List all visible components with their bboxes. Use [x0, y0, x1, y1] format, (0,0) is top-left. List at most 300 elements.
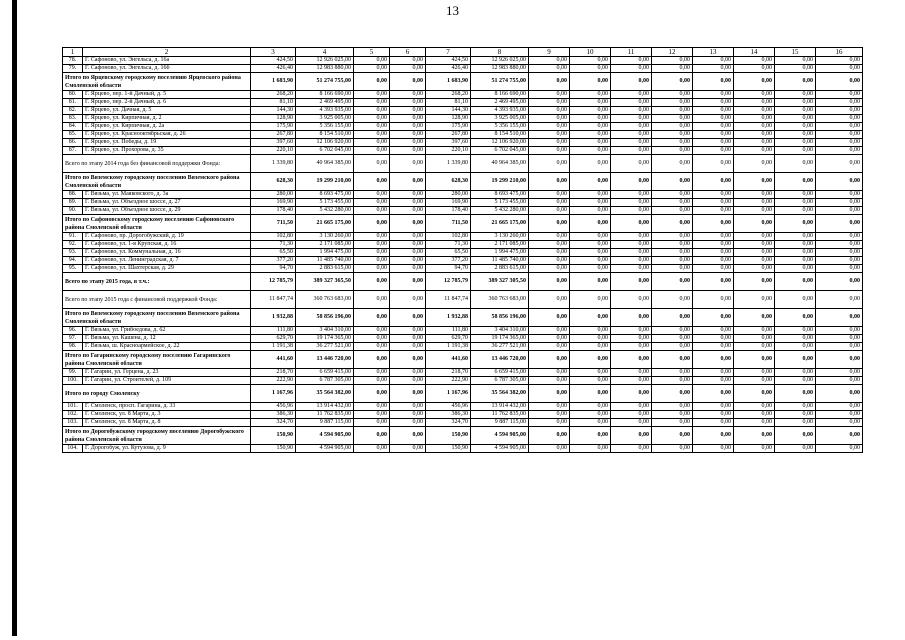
value-cell: 2 883 615,00 — [471, 265, 529, 273]
row-label: Итого по Ярцевскому городскому поселению Ярцевского района Смоленской области — [63, 73, 251, 91]
value-cell: 0,00 — [611, 155, 652, 173]
value-cell: 0,00 — [354, 445, 390, 453]
value-cell: 0,00 — [390, 419, 426, 427]
value-cell: 386,30 — [251, 411, 296, 419]
row-address: Г. Ярцево, ул. Победы, д. 19 — [83, 139, 251, 147]
value-cell: 0,00 — [354, 377, 390, 385]
value-cell: 0,00 — [816, 327, 863, 335]
value-cell: 0,00 — [734, 139, 775, 147]
value-cell: 0,00 — [693, 191, 734, 199]
value-cell: 51 274 755,00 — [471, 73, 529, 91]
value-cell: 0,00 — [693, 369, 734, 377]
value-cell: 0,00 — [734, 377, 775, 385]
value-cell: 169,90 — [251, 199, 296, 207]
value-cell: 0,00 — [734, 273, 775, 291]
value-cell: 0,00 — [611, 73, 652, 91]
value-cell: 0,00 — [775, 199, 816, 207]
value-cell: 0,00 — [734, 191, 775, 199]
subtotal-row — [63, 309, 863, 327]
value-cell: 0,00 — [652, 327, 693, 335]
value-cell: 0,00 — [390, 57, 426, 65]
value-cell: 0,00 — [734, 411, 775, 419]
value-cell: 0,00 — [775, 115, 816, 123]
value-cell: 150,90 — [251, 427, 296, 445]
value-cell: 0,00 — [390, 155, 426, 173]
table-row — [63, 377, 863, 385]
value-cell: 0,00 — [529, 147, 570, 155]
value-cell: 0,00 — [354, 257, 390, 265]
row-number: 99. — [63, 369, 83, 377]
table-row — [63, 91, 863, 99]
value-cell: 71,30 — [251, 241, 296, 249]
value-cell: 1 683,90 — [426, 73, 471, 91]
value-cell: 11 762 835,00 — [471, 411, 529, 419]
value-cell: 0,00 — [775, 291, 816, 309]
value-cell: 0,00 — [390, 191, 426, 199]
value-cell: 0,00 — [816, 91, 863, 99]
row-address: Г. Смоленск, просп. Гагарина, д. 33 — [83, 403, 251, 411]
value-cell: 1 994 475,00 — [471, 249, 529, 257]
value-cell: 0,00 — [529, 327, 570, 335]
value-cell: 4 594 905,00 — [471, 445, 529, 453]
value-cell: 0,00 — [529, 191, 570, 199]
value-cell: 0,00 — [570, 147, 611, 155]
value-cell: 21 665 175,00 — [296, 215, 354, 233]
value-cell: 0,00 — [611, 309, 652, 327]
value-cell: 0,00 — [816, 419, 863, 427]
value-cell: 1 167,96 — [426, 385, 471, 403]
table-row — [63, 233, 863, 241]
value-cell: 0,00 — [816, 343, 863, 351]
value-cell: 0,00 — [390, 249, 426, 257]
row-number: 79. — [63, 65, 83, 73]
value-cell: 0,00 — [816, 57, 863, 65]
row-address: Г. Сафоново, ул. 1-я Крупская, д. 16 — [83, 241, 251, 249]
value-cell: 0,00 — [390, 215, 426, 233]
value-cell: 11 485 740,00 — [471, 257, 529, 265]
value-cell: 267,80 — [251, 131, 296, 139]
value-cell: 0,00 — [390, 115, 426, 123]
value-cell: 2 469 495,00 — [471, 99, 529, 107]
value-cell: 0,00 — [390, 369, 426, 377]
value-cell: 0,00 — [693, 309, 734, 327]
value-cell: 0,00 — [354, 73, 390, 91]
value-cell: 0,00 — [652, 377, 693, 385]
value-cell: 0,00 — [611, 147, 652, 155]
value-cell: 0,00 — [390, 107, 426, 115]
value-cell: 0,00 — [775, 377, 816, 385]
value-cell: 0,00 — [693, 147, 734, 155]
value-cell: 0,00 — [354, 351, 390, 369]
subtotal-row — [63, 73, 863, 91]
value-cell: 0,00 — [775, 335, 816, 343]
row-number: 96. — [63, 327, 83, 335]
value-cell: 0,00 — [775, 309, 816, 327]
value-cell: 0,00 — [611, 207, 652, 215]
value-cell: 1 339,80 — [426, 155, 471, 173]
row-label: Итого по Сафоновскому городскому поселению Сафоновского района Смоленской области — [63, 215, 251, 233]
value-cell: 0,00 — [529, 155, 570, 173]
value-cell: 0,00 — [775, 427, 816, 445]
value-cell: 0,00 — [611, 107, 652, 115]
value-cell: 0,00 — [816, 99, 863, 107]
value-cell: 0,00 — [611, 249, 652, 257]
value-cell: 0,00 — [652, 73, 693, 91]
value-cell: 629,70 — [426, 335, 471, 343]
value-cell: 0,00 — [775, 73, 816, 91]
value-cell: 0,00 — [816, 207, 863, 215]
value-cell: 0,00 — [570, 309, 611, 327]
value-cell: 0,00 — [816, 273, 863, 291]
table-row — [63, 65, 863, 73]
value-cell: 0,00 — [775, 147, 816, 155]
value-cell: 8 166 690,00 — [471, 91, 529, 99]
value-cell: 0,00 — [816, 73, 863, 91]
value-cell: 0,00 — [652, 403, 693, 411]
value-cell: 0,00 — [529, 91, 570, 99]
value-cell: 0,00 — [611, 369, 652, 377]
value-cell: 4 594 905,00 — [471, 427, 529, 445]
value-cell: 218,70 — [426, 369, 471, 377]
value-cell: 0,00 — [693, 403, 734, 411]
value-cell: 0,00 — [611, 99, 652, 107]
value-cell: 0,00 — [354, 327, 390, 335]
value-cell: 178,40 — [426, 207, 471, 215]
value-cell: 1 932,88 — [251, 309, 296, 327]
value-cell: 218,70 — [251, 369, 296, 377]
value-cell: 0,00 — [570, 273, 611, 291]
table-row — [63, 257, 863, 265]
value-cell: 178,40 — [251, 207, 296, 215]
value-cell: 5 432 280,00 — [296, 207, 354, 215]
value-cell: 0,00 — [652, 65, 693, 73]
value-cell: 0,00 — [652, 411, 693, 419]
row-number: 101. — [63, 403, 83, 411]
value-cell: 0,00 — [570, 343, 611, 351]
value-cell: 0,00 — [693, 411, 734, 419]
value-cell: 280,00 — [251, 191, 296, 199]
value-cell: 0,00 — [354, 155, 390, 173]
value-cell: 5 356 155,00 — [296, 123, 354, 131]
value-cell: 397,60 — [426, 139, 471, 147]
value-cell: 0,00 — [816, 65, 863, 73]
value-cell: 0,00 — [611, 419, 652, 427]
value-cell: 0,00 — [354, 419, 390, 427]
value-cell: 0,00 — [816, 427, 863, 445]
value-cell: 11 485 740,00 — [296, 257, 354, 265]
value-cell: 0,00 — [693, 65, 734, 73]
value-cell: 324,70 — [426, 419, 471, 427]
value-cell: 0,00 — [529, 65, 570, 73]
value-cell: 0,00 — [816, 385, 863, 403]
value-cell: 0,00 — [529, 403, 570, 411]
row-number: 83. — [63, 115, 83, 123]
row-number: 104. — [63, 445, 83, 453]
value-cell: 0,00 — [775, 57, 816, 65]
value-cell: 0,00 — [570, 335, 611, 343]
row-label: Итого по городу Смоленску — [63, 385, 251, 403]
value-cell: 0,00 — [693, 327, 734, 335]
table-row — [63, 107, 863, 115]
subtotal-row — [63, 351, 863, 369]
value-cell: 222,90 — [251, 377, 296, 385]
row-number: 81. — [63, 99, 83, 107]
value-cell: 0,00 — [570, 377, 611, 385]
value-cell: 0,00 — [570, 249, 611, 257]
row-address: Г. Вязьма, ул. Грибоедова, д. 62 — [83, 327, 251, 335]
value-cell: 0,00 — [734, 155, 775, 173]
value-cell: 0,00 — [354, 147, 390, 155]
value-cell: 0,00 — [354, 173, 390, 191]
row-label: Итого по Вяземскому городскому поселению Вяземского района Смоленской области — [63, 173, 251, 191]
value-cell: 0,00 — [775, 241, 816, 249]
value-cell: 0,00 — [693, 419, 734, 427]
value-cell: 4 393 935,00 — [471, 107, 529, 115]
value-cell: 0,00 — [570, 107, 611, 115]
value-cell: 2 171 085,00 — [471, 241, 529, 249]
row-label: Итого по Дорогобужскому городскому поселению Дорогобужского района Смоленской области — [63, 427, 251, 445]
value-cell: 19 174 365,00 — [471, 335, 529, 343]
row-number: 103. — [63, 419, 83, 427]
value-cell: 0,00 — [734, 173, 775, 191]
value-cell: 2 171 085,00 — [296, 241, 354, 249]
value-cell: 0,00 — [652, 273, 693, 291]
value-cell: 0,00 — [693, 173, 734, 191]
value-cell: 0,00 — [734, 207, 775, 215]
stage-row — [63, 155, 863, 173]
value-cell: 0,00 — [693, 73, 734, 91]
value-cell: 12 926 025,00 — [471, 57, 529, 65]
value-cell: 0,00 — [611, 199, 652, 207]
row-address: Г. Гагарин, ул. Герцена, д. 23 — [83, 369, 251, 377]
value-cell: 0,00 — [354, 215, 390, 233]
value-cell: 0,00 — [390, 147, 426, 155]
value-cell: 0,00 — [611, 241, 652, 249]
value-cell: 0,00 — [693, 131, 734, 139]
value-cell: 150,90 — [251, 445, 296, 453]
value-cell: 0,00 — [652, 131, 693, 139]
row-number: 102. — [63, 411, 83, 419]
value-cell: 13 446 720,00 — [471, 351, 529, 369]
value-cell: 0,00 — [611, 257, 652, 265]
left-margin-bar — [12, 0, 17, 636]
value-cell: 0,00 — [652, 99, 693, 107]
value-cell: 0,00 — [693, 123, 734, 131]
value-cell: 1 932,88 — [426, 309, 471, 327]
value-cell: 0,00 — [354, 131, 390, 139]
value-cell: 0,00 — [652, 155, 693, 173]
value-cell: 0,00 — [529, 385, 570, 403]
value-cell: 377,20 — [426, 257, 471, 265]
value-cell: 0,00 — [390, 99, 426, 107]
value-cell: 0,00 — [390, 327, 426, 335]
value-cell: 0,00 — [390, 385, 426, 403]
value-cell: 0,00 — [693, 273, 734, 291]
value-cell: 0,00 — [652, 257, 693, 265]
value-cell: 128,90 — [426, 115, 471, 123]
value-cell: 0,00 — [611, 335, 652, 343]
value-cell: 0,00 — [775, 369, 816, 377]
value-cell: 0,00 — [529, 265, 570, 273]
value-cell: 0,00 — [734, 107, 775, 115]
value-cell: 0,00 — [816, 291, 863, 309]
row-label: Итого по Гагаринскому городскому поселению Гагаринского района Смоленской области — [63, 351, 251, 369]
value-cell: 0,00 — [693, 257, 734, 265]
value-cell: 0,00 — [390, 343, 426, 351]
value-cell: 0,00 — [652, 249, 693, 257]
value-cell: 0,00 — [529, 445, 570, 453]
value-cell: 0,00 — [390, 73, 426, 91]
value-cell: 389 327 305,50 — [471, 273, 529, 291]
value-cell: 6 702 045,00 — [471, 147, 529, 155]
value-cell: 0,00 — [390, 123, 426, 131]
value-cell: 0,00 — [693, 199, 734, 207]
value-cell: 4 594 905,00 — [296, 445, 354, 453]
value-cell: 0,00 — [529, 241, 570, 249]
value-cell: 0,00 — [611, 139, 652, 147]
value-cell: 0,00 — [611, 273, 652, 291]
value-cell: 0,00 — [529, 215, 570, 233]
value-cell: 0,00 — [775, 207, 816, 215]
value-cell: 0,00 — [775, 445, 816, 453]
row-number: 88. — [63, 191, 83, 199]
value-cell: 0,00 — [816, 173, 863, 191]
value-cell: 389 327 365,50 — [296, 273, 354, 291]
value-cell: 0,00 — [611, 115, 652, 123]
value-cell: 0,00 — [652, 91, 693, 99]
value-cell: 0,00 — [354, 123, 390, 131]
value-cell: 0,00 — [693, 115, 734, 123]
value-cell: 0,00 — [816, 403, 863, 411]
value-cell: 0,00 — [529, 107, 570, 115]
total-row — [63, 273, 863, 291]
value-cell: 711,50 — [251, 215, 296, 233]
value-cell: 0,00 — [354, 335, 390, 343]
value-cell: 0,00 — [816, 257, 863, 265]
value-cell: 0,00 — [529, 99, 570, 107]
row-address: Г. Смоленск, ул. 8 Марта, д. 8 — [83, 419, 251, 427]
value-cell: 0,00 — [816, 241, 863, 249]
value-cell: 1 191,38 — [426, 343, 471, 351]
value-cell: 0,00 — [570, 233, 611, 241]
value-cell: 0,00 — [611, 385, 652, 403]
value-cell: 0,00 — [734, 147, 775, 155]
value-cell: 0,00 — [734, 233, 775, 241]
value-cell: 0,00 — [775, 91, 816, 99]
value-cell: 0,00 — [775, 327, 816, 335]
value-cell: 0,00 — [354, 411, 390, 419]
value-cell: 0,00 — [354, 249, 390, 257]
subtotal-row — [63, 215, 863, 233]
value-cell: 0,00 — [529, 309, 570, 327]
value-cell: 0,00 — [693, 241, 734, 249]
value-cell: 0,00 — [734, 385, 775, 403]
value-cell: 0,00 — [354, 57, 390, 65]
row-address: Г. Сафоново, ул. Энгельса, д. 16б — [83, 65, 251, 73]
value-cell: 0,00 — [734, 351, 775, 369]
value-cell: 456,96 — [251, 403, 296, 411]
value-cell: 0,00 — [693, 139, 734, 147]
value-cell: 0,00 — [390, 445, 426, 453]
value-cell: 0,00 — [652, 427, 693, 445]
row-address: Г. Ярцево, ул. Дачная, д. 5 — [83, 107, 251, 115]
value-cell: 0,00 — [354, 199, 390, 207]
value-cell: 0,00 — [693, 57, 734, 65]
value-cell: 0,00 — [734, 241, 775, 249]
table-row — [63, 199, 863, 207]
row-address: Г. Дорогобуж, ул. Кутузова, д. 9 — [83, 445, 251, 453]
row-address: Г. Ярцево, пер. 2-й Дачный, д. 6 — [83, 99, 251, 107]
value-cell: 0,00 — [390, 241, 426, 249]
value-cell: 35 564 382,00 — [471, 385, 529, 403]
value-cell: 0,00 — [529, 427, 570, 445]
row-number: 90. — [63, 207, 83, 215]
value-cell: 1 191,38 — [251, 343, 296, 351]
value-cell: 0,00 — [570, 265, 611, 273]
value-cell: 0,00 — [775, 265, 816, 273]
table-row — [63, 241, 863, 249]
value-cell: 0,00 — [652, 147, 693, 155]
value-cell: 1 167,96 — [251, 385, 296, 403]
value-cell: 175,90 — [426, 123, 471, 131]
value-cell: 65,50 — [251, 249, 296, 257]
row-address: Г. Вязьма, ул. Объездное шоссе, д. 29 — [83, 207, 251, 215]
row-number: 89. — [63, 199, 83, 207]
row-label: Всего по этапу 2015 года, в т.ч.: — [63, 273, 251, 291]
value-cell: 0,00 — [775, 107, 816, 115]
value-cell: 0,00 — [734, 419, 775, 427]
value-cell: 0,00 — [652, 115, 693, 123]
value-cell: 3 130 260,00 — [296, 233, 354, 241]
value-cell: 0,00 — [529, 233, 570, 241]
table-row — [63, 419, 863, 427]
value-cell: 0,00 — [611, 427, 652, 445]
value-cell: 0,00 — [816, 445, 863, 453]
table-row — [63, 207, 863, 215]
value-cell: 9 887 115,00 — [471, 419, 529, 427]
value-cell: 0,00 — [529, 57, 570, 65]
value-cell: 377,20 — [251, 257, 296, 265]
value-cell: 111,80 — [426, 327, 471, 335]
value-cell: 0,00 — [390, 65, 426, 73]
value-cell: 0,00 — [734, 249, 775, 257]
value-cell: 169,90 — [426, 199, 471, 207]
value-cell: 0,00 — [734, 265, 775, 273]
value-cell: 3 404 310,00 — [296, 327, 354, 335]
value-cell: 3 925 005,00 — [471, 115, 529, 123]
value-cell: 6 659 415,00 — [471, 369, 529, 377]
value-cell: 58 856 196,00 — [471, 309, 529, 327]
table-row — [63, 343, 863, 351]
value-cell: 0,00 — [354, 139, 390, 147]
row-address: Г. Ярцево, ул. Краснооктябрьская, д. 26 — [83, 131, 251, 139]
value-cell: 0,00 — [570, 327, 611, 335]
value-cell: 0,00 — [570, 73, 611, 91]
value-cell: 0,00 — [529, 123, 570, 131]
value-cell: 11 847,74 — [426, 291, 471, 309]
stage-row — [63, 291, 863, 309]
row-address: Г. Сафоново, ул. Шахтерская, д. 29 — [83, 265, 251, 273]
value-cell: 0,00 — [816, 131, 863, 139]
row-label: Всего по этапу 2014 года без финансовой поддержки Фонда: — [63, 155, 251, 173]
value-cell: 0,00 — [734, 131, 775, 139]
value-cell: 12 106 920,00 — [296, 139, 354, 147]
column-header: 3 — [251, 48, 296, 57]
value-cell: 0,00 — [816, 233, 863, 241]
value-cell: 0,00 — [390, 273, 426, 291]
value-cell: 0,00 — [354, 291, 390, 309]
value-cell: 0,00 — [652, 419, 693, 427]
